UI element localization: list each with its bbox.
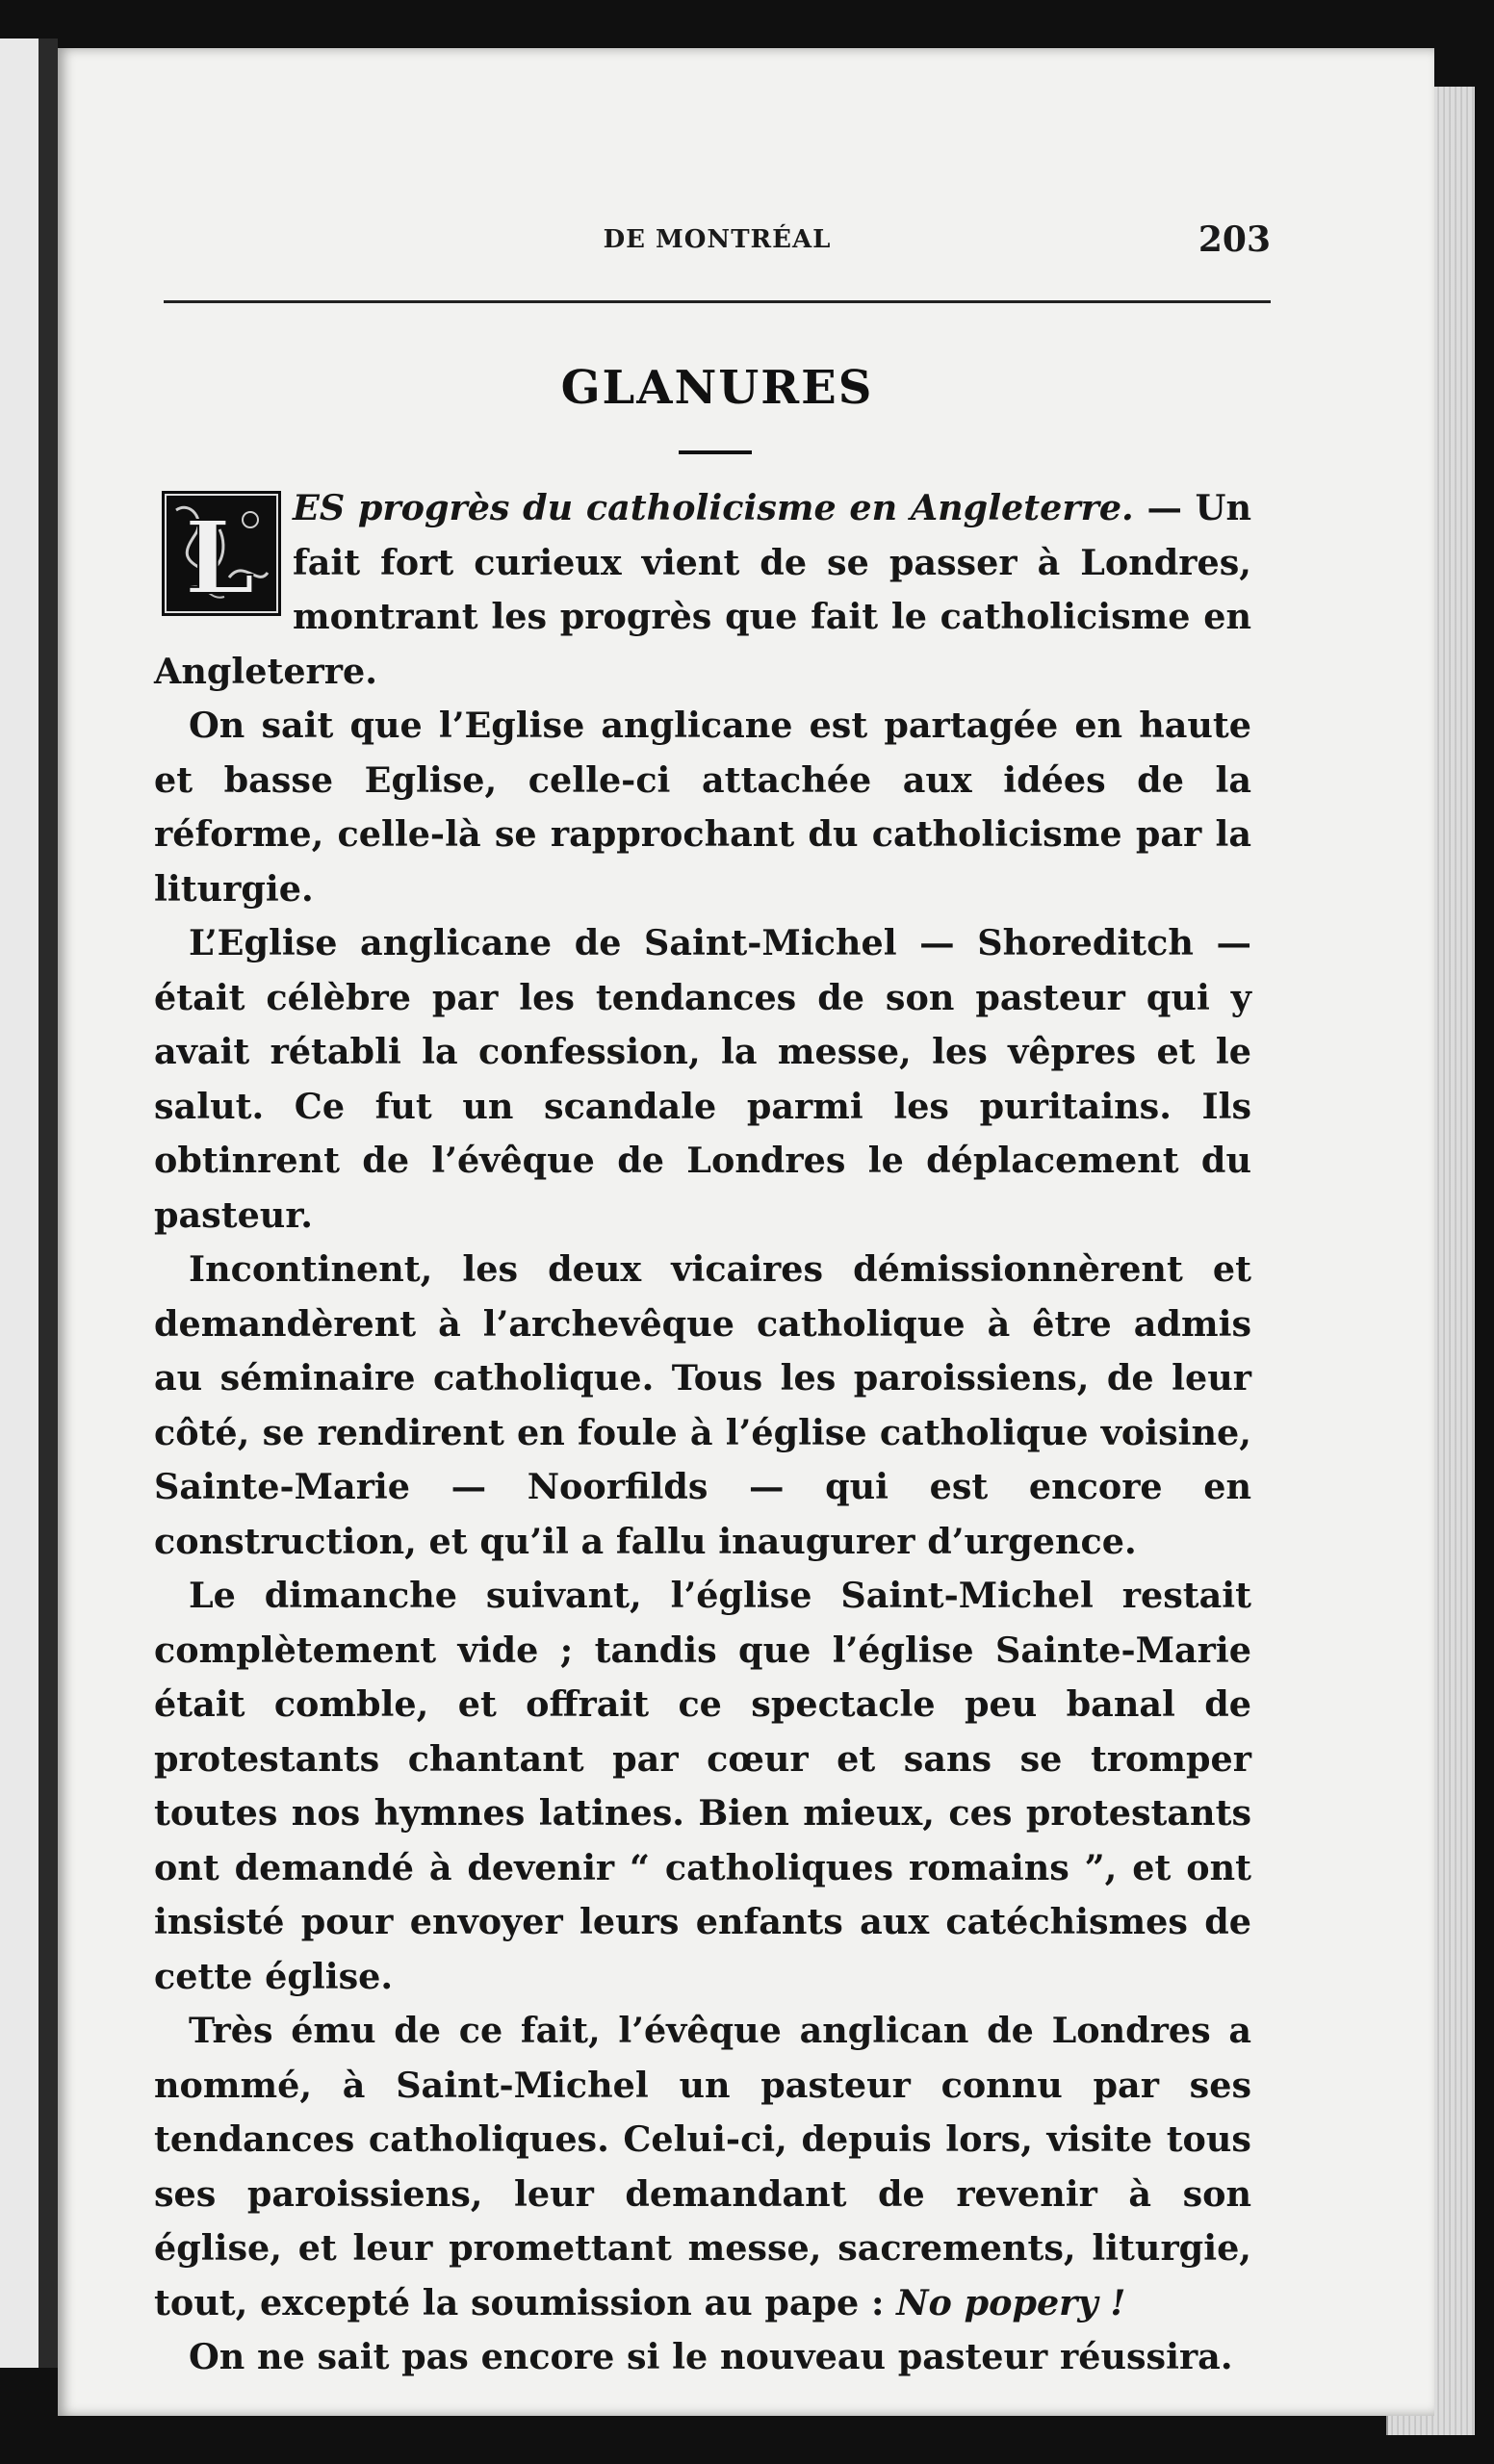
paragraph-1 bbox=[154, 481, 1251, 699]
article-body bbox=[154, 481, 1251, 2385]
running-title: DE MONTRÉAL bbox=[603, 225, 832, 254]
paragraph-6-text: Très ému de ce fait, l’évêque anglican de Londres a nommé, à Saint-Michel un pasteur connu par ses tendances catholiques. Celui-ci, depuis lors, visite tous ses paroissiens, leur demandant de revenir à son église, et leur promettant messe, sacrements, liturgie, tout, excepté la soumission au pape : bbox=[154, 2010, 1251, 2323]
paragraph-5: Le dimanche suivant, l’église Saint-Michel restait complètement vide ; tandis que l’église Sainte-Marie était comble, et offrait ce spectacle peu banal de protestants chantant par cœur et sans se tromper toutes nos hymnes latines. Bien mieux, ces protestants ont demandé à devenir “ catholiques romains ”, et ont insisté pour envoyer leurs enfants aux catéchismes de cette église. bbox=[154, 1575, 1251, 1997]
running-head bbox=[164, 219, 1271, 258]
header-rule bbox=[164, 300, 1271, 303]
closing-phrase: No popery ! bbox=[896, 2281, 1126, 2323]
paragraph-4: Incontinent, les deux vicaires démissionnèrent et demandèrent à l’archevêque catholique à être admis au séminaire catholique. Tous les paroissiens, de leur côté, se rendirent en foule à l’église catholique voisine, Sainte-Marie — Noorfilds — qui est encore en construction, et qu’il a fallu inaugurer d’urgence. bbox=[154, 1248, 1251, 1562]
paragraph-1-text: — Un fait fort curieux vient de se passer à Londres, montrant les progrès que fait le catholicisme en Angleterre. bbox=[154, 487, 1251, 692]
ornamental-initial-icon bbox=[162, 491, 281, 616]
svg-text:L: L bbox=[184, 499, 255, 616]
paragraph-6 bbox=[154, 2004, 1251, 2330]
ornamental-initial bbox=[162, 491, 281, 616]
title-rule bbox=[679, 450, 752, 454]
book-spine bbox=[39, 38, 58, 2368]
article-title: GLANURES bbox=[560, 361, 874, 415]
paragraph-2: On sait que l’Eglise anglicane est partagée en haute et basse Eglise, celle-ci attachée aux idées de la réforme, celle-là se rapprochant du catholicisme par la liturgie. bbox=[154, 705, 1251, 910]
page-number: 203 bbox=[1198, 219, 1271, 260]
paragraph-7: On ne sait pas encore si le nouveau pasteur réussira. bbox=[189, 2336, 1233, 2377]
facing-page-edge bbox=[0, 38, 39, 2368]
paragraph-3: L’Eglise anglicane de Saint-Michel — Shoreditch — était célèbre par les tendances de son pasteur qui y avait rétabli la confession, la messe, les vêpres et le salut. Ce fut un scandale parmi les puritains. Ils obtinrent de l’évêque de Londres le déplacement du pasteur. bbox=[154, 922, 1251, 1236]
section-heading: ES progrès du catholicisme en Angleterre. bbox=[293, 487, 1134, 528]
